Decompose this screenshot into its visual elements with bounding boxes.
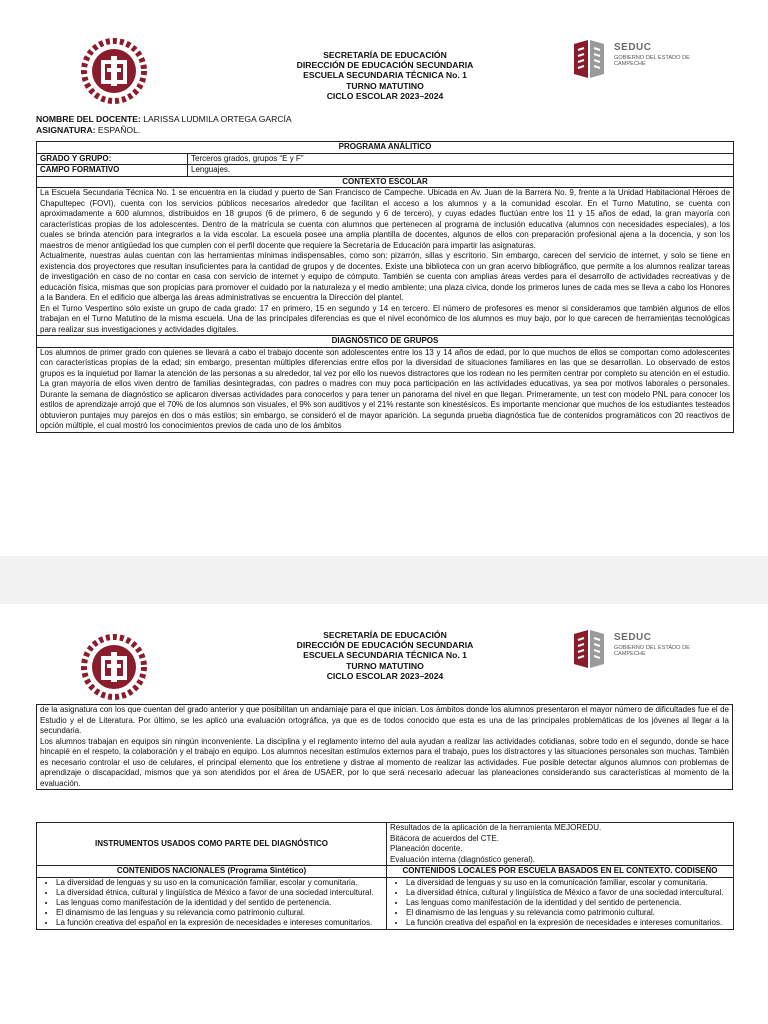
programa-title: PROGRAMA ANÁLITICO [37, 142, 734, 154]
contenido-item: • Las lenguas como manifestación de la identidad y del sentido de pertenencia. [56, 898, 383, 908]
contenido-item: • La diversidad étnica, cultural y lingüística de México a favor de una sociedad intercultural. [406, 888, 730, 898]
header-line: DIRECCIÓN DE EDUCACIÓN SECUNDARIA [296, 60, 474, 71]
diagnostico-paragraph: de la asignatura con los que cuentan del grado anterior y que posibilitan un andamiaje para el que inician. Los ámbitos donde los alumnos presentaron el mayor número de dificultades fue el de Estudio y el de Literatura. Por último, se les aplicó una evaluación ortográfica, ya que es de todos conocido que esta es una de las principales problemáticas de los jóvenes al llegar a la secundaria. [40, 705, 729, 735]
contenido-item: • La función creativa del español en la expresión de necesidades e intereses comunitarios. [56, 918, 383, 928]
contenidos-locales-title: CONTENIDOS LOCALES POR ESCUELA BASADOS EN EL CONTEXTO. CODISEÑO [387, 866, 734, 878]
document-page-2 [0, 604, 768, 1024]
contenido-item: • La función creativa del español en la expresión de necesidades e intereses comunitarios. [406, 918, 730, 928]
seduc-title: SEDUC [614, 42, 652, 53]
seduc-title: SEDUC [614, 632, 652, 643]
contenido-item: • Las lenguas como manifestación de la identidad y del sentido de pertenencia. [406, 898, 730, 908]
contenido-item: • La diversidad de lenguas y su uso en la comunicación familiar, escolar y comunitaria. [406, 878, 730, 888]
contenidos-locales-list [387, 877, 734, 929]
header-line: ESCUELA SECUNDARIA TÉCNICA No. 1 [303, 70, 467, 81]
contenido-item: • La diversidad étnica, cultural y lingüística de México a favor de una sociedad intercultural. [56, 888, 383, 898]
seduc-emblem-icon [570, 38, 610, 80]
header-line: CICLO ESCOLAR 2023–2024 [326, 670, 444, 681]
asignatura-value: ESPAÑOL. [97, 124, 141, 135]
instrumento-item: Planeación docente. [390, 844, 463, 853]
contexto-body [37, 188, 734, 336]
header-line: DIRECCIÓN DE EDUCACIÓN SECUNDARIA [296, 640, 474, 651]
seduc-subtitle: GOBIERNO DEL ESTADO DE CAMPECHE [614, 55, 690, 68]
header-line: TURNO MATUTINO [346, 660, 424, 671]
header-line: CICLO ESCOLAR 2023–2024 [326, 90, 444, 101]
contexto-paragraph: En el Turno Vespertino sólo existe un grupo de cada grado: 17 en primero, 15 en segundo y 14 en tercero. El número de profesores es menor si consideramos que también algunos de ellos trabajan en el Turno Matutino de la misma escuela. Una de las principales diferencias es que el nivel económico de los alumnos es muy bajo, por lo que carecen de herramientas tecnológicas para realizar sus investigaciones y actividades digitales. [40, 303, 731, 334]
contenidos-nacionales-title: CONTENIDOS NACIONALES (Programa Sintético) [37, 866, 387, 878]
header-line: ESCUELA SECUNDARIA TÉCNICA No. 1 [303, 650, 467, 661]
instrumentos-list [387, 823, 734, 866]
seduc-emblem-icon [570, 628, 610, 670]
diagnostico-continued-body [37, 705, 733, 790]
contenidos-table [36, 822, 734, 930]
contenido-item: • El dinamismo de las lenguas y su relevancia como patrimonio cultural. [406, 908, 730, 918]
grado-label: GRADO Y GRUPO: [37, 153, 188, 165]
seduc-subtitle: GOBIERNO DEL ESTADO DE CAMPECHE [614, 645, 690, 658]
instrumento-item: Resultados de la aplicación de la herramienta MEJOREDU. [390, 823, 602, 832]
contenido-item: • La diversidad de lenguas y su uso en la comunicación familiar, escolar y comunitaria. [56, 878, 383, 888]
asignatura-row [36, 125, 292, 136]
diagnostico-body [37, 347, 734, 432]
contexto-paragraph: La Escuela Secundaria Técnica No. 1 se encuentra en la ciudad y puerto de San Francisco de Campeche. Ubicada en Av. Juan de la Barrera No. 9, frente a la Unidad Habitacional Héroes de Chapultepec (FOVI), cuenta con los servicios públicos necesarios alrededor que facilitan el acceso a los alumnos y a la comunidad escolar. En el Turno Matutino, se cuenta con aproximadamente a 600 alumnos, distribuidos en 18 grupos (6 de primero, 6 de segundo y 6 de tercero), y cuyas edades fluctúan entre los 11 y 15 años de edad, la gran mayoría con características propias de los adolescentes. Dentro de la matrícula se cuenta con alumnos que pertenecen al programa de inclusión educativa (alumnos con necesidades especiales), a los cuales se brinda atención para integrarlos a la vida escolar. La escuela posee una amplia plantilla de docentes, algunos de ellos con preparación profesional ajena a la docencia, y son los maestros de menor antigüedad los que cumplen con el perfil docente que requiere la Secretaría de Educación para impartir las asignaturas. [40, 188, 731, 250]
header-line: SECRETARÍA DE EDUCACIÓN [323, 50, 447, 60]
campo-label: CAMPO FORMATIVO [37, 165, 188, 177]
contexto-title: CONTEXTO ESCOLAR [37, 176, 734, 188]
asignatura-label: ASIGNATURA: [36, 124, 96, 135]
seduc-logo [570, 38, 700, 82]
docente-label: NOMBRE DEL DOCENTE: [36, 114, 141, 124]
instrumentos-label: INSTRUMENTOS USADOS COMO PARTE DEL DIAGNÓSTICO [37, 823, 387, 866]
header-line: SECRETARÍA DE EDUCACIÓN [323, 630, 447, 640]
docente-row [36, 114, 292, 125]
docente-info [36, 114, 292, 135]
docente-value: LARISSA LUDMILA ORTEGA GARCÍA [143, 114, 292, 124]
document-header [200, 50, 570, 101]
contenido-item: • El dinamismo de las lenguas y su relevancia como patrimonio cultural. [56, 908, 383, 918]
diagnostico-paragraph: Los alumnos trabajan en equipos sin ningún inconveniente. La disciplina y el reglamento interno del aula ayudan a realizar las actividades cotidianas, sobre todo en el segundo, donde se hace hincapié en el respeto, la colaboración y el trabajo en equipo. Los alumnos necesitan estímulos externos para el trabajo, pues los distractores y las situaciones personales son muchas. También es necesario controlar el uso de celulares, el principal elemento que los entretiene y distrae al momento de realizar las actividades. Fue posible detectar algunos alumnos con problemas de aprendizaje o discapacidad, mismos que ya son atendidos por el área de USAER, por lo que será necesario adecuar las planeaciones considerando sus características al momento de la evaluación. [40, 736, 729, 788]
campo-value: Lenguajes. [188, 165, 734, 177]
instrumento-item: Bitácora de acuerdos del CTE. [390, 833, 499, 843]
header-line: TURNO MATUTINO [346, 80, 424, 91]
school-emblem-icon [79, 36, 149, 106]
grado-value: Terceros grados, grupos “E y F” [188, 153, 734, 165]
diagnostico-continued-table [36, 704, 733, 790]
document-header [200, 630, 570, 681]
programa-table [36, 141, 734, 433]
diagnostico-paragraph: Los alumnos de primer grado con quienes se llevará a cabo el trabajo docente son adolescentes entre los 13 y 14 años de edad, por lo que muchos de ellos se comportan como adolescentes con características propias de la edad; sin embargo, presentan múltiples diferencias entre ellos por la diversidad de situaciones familiares en las que se desarrollan. Lo observado de estos grupos es la inquietud por llamar la atención de las personas a su alrededor, tal vez por ello los nuevos distractores que los rodean no les permiten centrar por completo su atención en el estudio. La gran mayoría de ellos viven dentro de familias desintegradas, con padres o madres con muy poca participación en las actividades educativas, ya sea por motivos laborales o personales. Durante la semana de diagnóstico se aplicaron diversas actividades para conocerlos y para tener un panorama del nivel en que llegan. Primeramente, un test con modelo PNL para conocer los estilos de aprendizaje arrojó que el 70% de los alumnos son visuales, el 9% son auditivos y el 21% restante son kinestésicos. Es importante mencionar que muchos de los estudiantes testeados obtuvieron puntajes muy parejos en dos o más estilos; sin embargo, se consideró el de mayor aparición. La segunda prueba diagnóstica fue de contenidos programáticos con 20 reactivos de opción múltiple, el cual mostró los conocimientos previos de cada uno de los ámbitos [40, 347, 731, 430]
diagnostico-title: DIAGNÓSTICO DE GRUPOS [37, 336, 734, 348]
instrumento-item: Evaluación interna (diagnóstico general). [390, 854, 535, 864]
contexto-paragraph: Actualmente, nuestras aulas cuentan con las herramientas mínimas indispensables, como son: pizarrón, sillas y escritorio. Sin embargo, carecen del servicio de internet, y solo se tiene en existencia dos proyectores que resultan insuficientes para la cantidad de grupos y de docentes. Existe una biblioteca con un gran acervo bibliográfico, que permite a los alumnos realizar tareas de investigación en caso de no contar en casa con servicio de internet y equipo de cómputo. También se cuenta con amplias áreas verdes para el desarrollo de actividades recreativas y de educación física, mismas que son propicias para promover el cuidado por la naturaleza y el medio ambiente; una plaza cívica, donde los primeros lunes de cada mes se lleva a cabo los Honores a la Bandera. En el edificio que alberga las áreas administrativas se encuentra la Dirección del plantel. [40, 251, 731, 302]
contenidos-nacionales-list [37, 877, 387, 929]
school-emblem-icon [79, 632, 149, 702]
seduc-logo [570, 628, 700, 672]
